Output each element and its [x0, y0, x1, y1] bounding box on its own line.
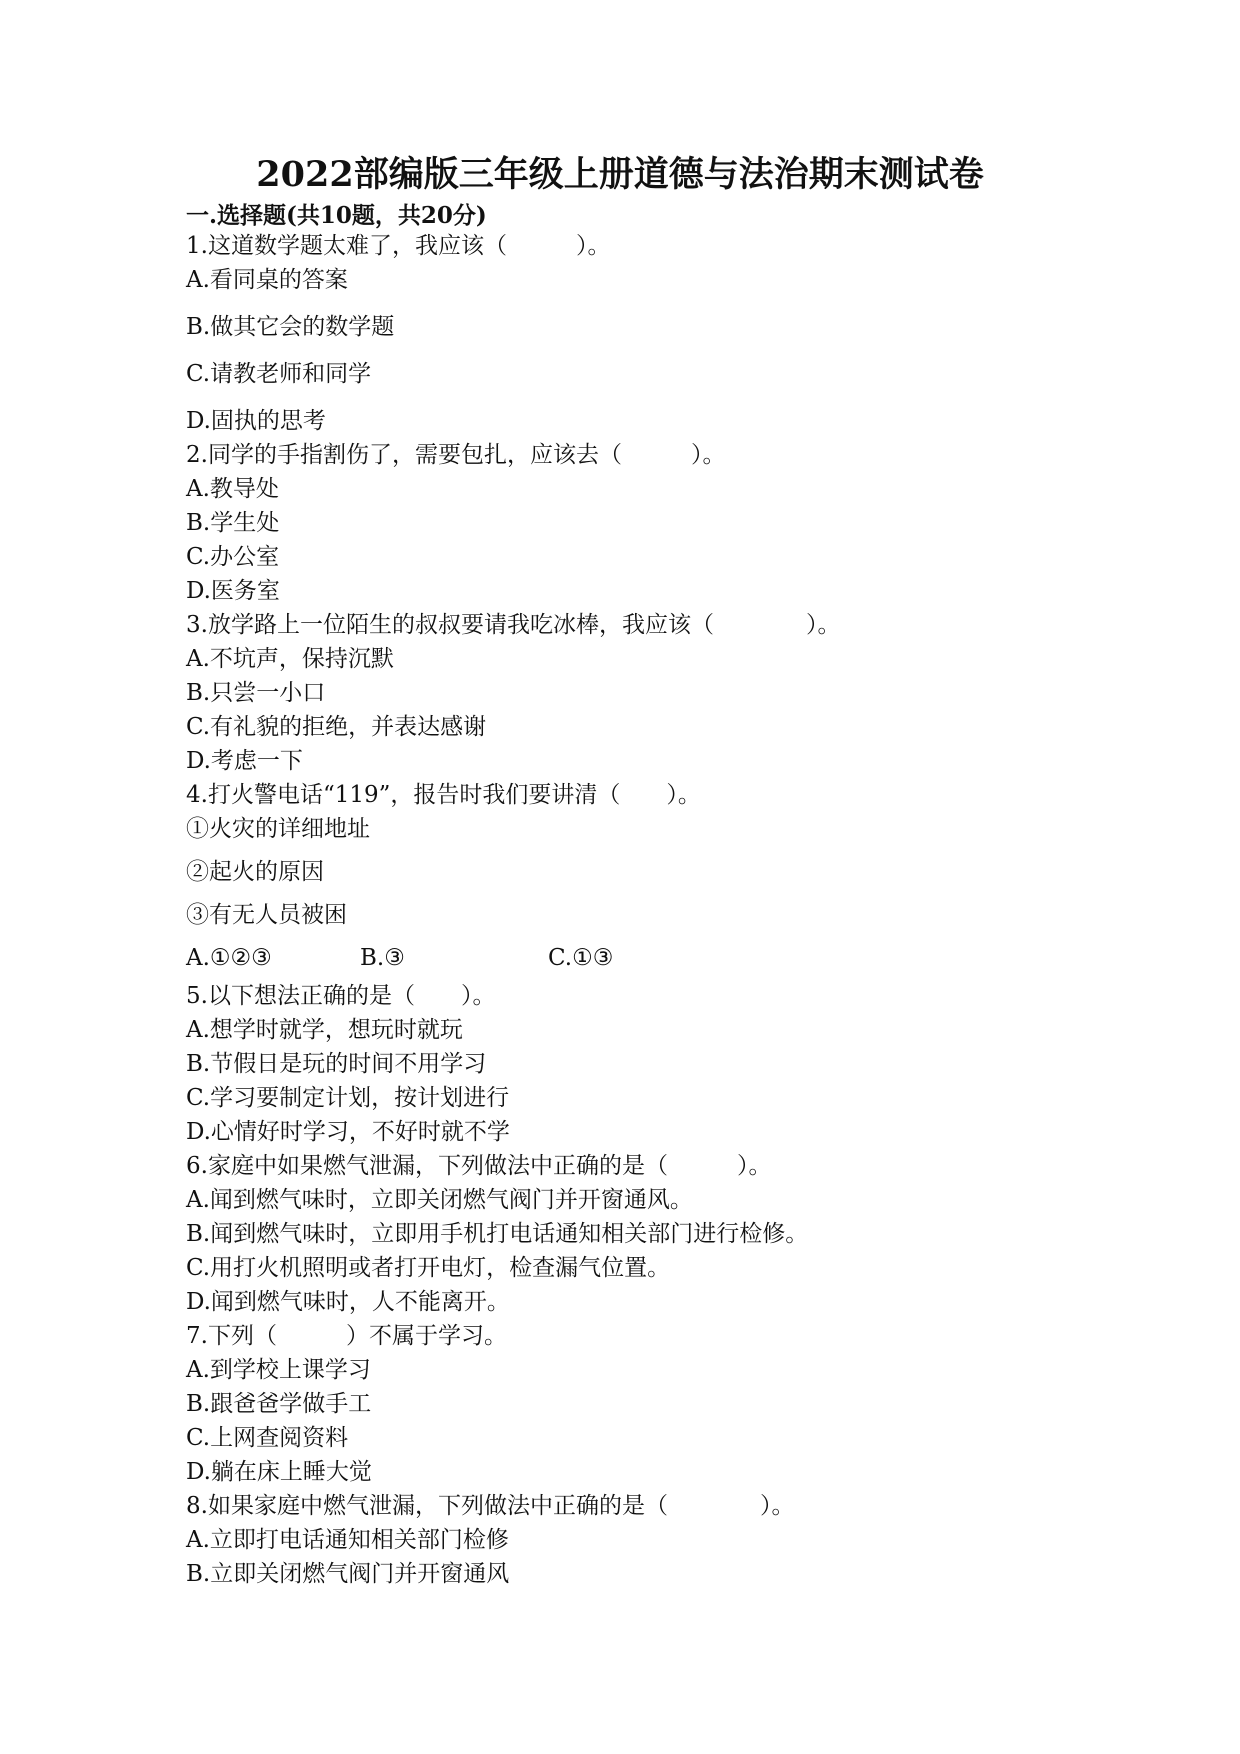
question-3-option-b: B.只尝一小口: [186, 680, 326, 706]
question-8-option-a: A.立即打电话通知相关部门检修: [186, 1527, 509, 1553]
question-2-option-a: A.教导处: [186, 476, 279, 502]
page-title: 2022部编版三年级上册道德与法治期末测试卷: [256, 154, 984, 195]
question-5-option-d: D.心情好时学习，不好时就不学: [186, 1119, 510, 1145]
question-4-item-2: ②起火的原因: [186, 859, 324, 885]
question-3-option-a: A.不坑声，保持沉默: [186, 646, 394, 672]
question-5-option-c: C.学习要制定计划，按计划进行: [186, 1085, 510, 1111]
question-6-stem: 6.家庭中如果燃气泄漏，下列做法中正确的是（ ）。: [186, 1153, 772, 1179]
question-7-stem: 7.下列（ ）不属于学习。: [186, 1323, 507, 1349]
question-6-option-c: C.用打火机照明或者打开电灯，检查漏气位置。: [186, 1255, 671, 1281]
question-1-stem: 1.这道数学题太难了，我应该（ ）。: [186, 233, 611, 259]
question-5-option-a: A.想学时就学，想玩时就玩: [186, 1017, 463, 1043]
question-7-option-a: A.到学校上课学习: [186, 1357, 371, 1383]
question-4-stem: 4.打火警电话“119”，报告时我们要讲清（ ）。: [186, 782, 701, 808]
question-2-stem: 2.同学的手指割伤了，需要包扎，应该去（ ）。: [186, 442, 726, 468]
question-4-item-3: ③有无人员被困: [186, 902, 347, 928]
question-3-option-c: C.有礼貌的拒绝，并表达感谢: [186, 714, 487, 740]
question-2-option-d: D.医务室: [186, 578, 280, 604]
question-4-option-c: C.①③: [548, 945, 614, 971]
question-2-option-b: B.学生处: [186, 510, 280, 536]
question-6-option-d: D.闻到燃气味时，人不能离开。: [186, 1289, 510, 1315]
question-4-item-1: ①火灾的详细地址: [186, 816, 370, 842]
question-8-stem: 8.如果家庭中燃气泄漏，下列做法中正确的是（ ）。: [186, 1493, 795, 1519]
question-7-option-c: C.上网查阅资料: [186, 1425, 349, 1451]
question-2-option-c: C.办公室: [186, 544, 280, 570]
question-1-option-a: A.看同桌的答案: [186, 267, 348, 293]
question-8-option-b: B.立即关闭燃气阀门并开窗通风: [186, 1561, 510, 1587]
question-7-option-d: D.躺在床上睡大觉: [186, 1459, 372, 1485]
question-5-option-b: B.节假日是玩的时间不用学习: [186, 1051, 487, 1077]
question-5-stem: 5.以下想法正确的是（ ）。: [186, 983, 496, 1009]
question-4-option-a: A.①②③: [186, 945, 272, 971]
question-4-option-b: B.③: [360, 945, 405, 971]
question-6-option-a: A.闻到燃气味时，立即关闭燃气阀门并开窗通风。: [186, 1187, 693, 1213]
question-1-option-b: B.做其它会的数学题: [186, 314, 395, 340]
question-6-option-b: B.闻到燃气味时，立即用手机打电话通知相关部门进行检修。: [186, 1221, 809, 1247]
question-3-option-d: D.考虑一下: [186, 748, 303, 774]
question-1-option-d: D.固执的思考: [186, 408, 326, 434]
question-7-option-b: B.跟爸爸学做手工: [186, 1391, 372, 1417]
section-heading: 一.选择题(共10题，共20分): [186, 202, 487, 229]
question-3-stem: 3.放学路上一位陌生的叔叔要请我吃冰棒，我应该（ ）。: [186, 612, 841, 638]
question-1-option-c: C.请教老师和同学: [186, 361, 372, 387]
